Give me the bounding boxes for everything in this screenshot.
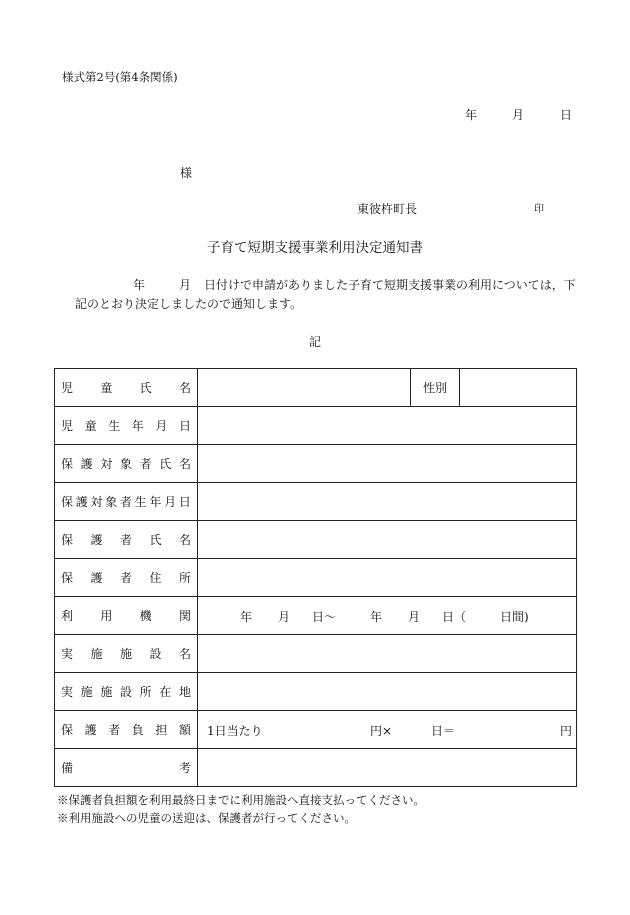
gender-value <box>460 369 577 407</box>
ki-heading: 記 <box>308 335 321 349</box>
remarks-value <box>198 749 577 787</box>
recipient-suffix: 様 <box>180 166 193 180</box>
guardian-name-value <box>198 521 577 559</box>
document-title: 子育て短期支援事業利用決定通知書 <box>207 240 423 256</box>
label-gender: 性別 <box>411 369 460 407</box>
label-protected-birth: 保 護 対 象 者 生 年 月 日 <box>55 483 198 521</box>
period-m2: 月 <box>408 610 421 624</box>
child-birth-value <box>198 407 577 445</box>
table-row <box>55 749 577 787</box>
period-y2: 年 <box>370 610 383 624</box>
period-y1: 年 <box>240 610 253 624</box>
guardian-address-value <box>198 559 577 597</box>
form-number: 様式第2号(第4条関係) <box>62 70 178 84</box>
table-row <box>55 445 577 483</box>
label-guardian-address: 保 護 者 住 所 <box>55 559 198 597</box>
table-row <box>55 369 577 407</box>
protected-name-value <box>198 445 577 483</box>
child-name-value <box>198 369 411 407</box>
table-row <box>55 559 577 597</box>
body-month: 月 <box>179 278 192 292</box>
facility-address-value <box>198 673 577 711</box>
table-row <box>55 597 577 635</box>
table-row <box>55 521 577 559</box>
label-remarks: 備 考 <box>55 749 198 787</box>
body-year: 年 <box>133 278 146 292</box>
fee-per-day: 1日当たり <box>207 724 263 738</box>
fee-value <box>198 711 577 749</box>
facility-name-value <box>198 635 577 673</box>
period-value <box>198 597 577 635</box>
seal-mark: 印 <box>534 204 544 215</box>
label-period: 利 用 機 関 <box>55 597 198 635</box>
period-d2: 日（ <box>442 610 467 624</box>
label-protected-name: 保 護 対 象 者 氏 名 <box>55 445 198 483</box>
note-payment: ※保護者負担額を利用最終日までに利用施設へ直接支払ってください。 <box>57 793 425 807</box>
notice-table <box>54 368 577 787</box>
note-transport: ※利用施設への児童の送迎は、保護者が行ってください。 <box>57 811 356 825</box>
table-row <box>55 711 577 749</box>
date-day: 日 <box>560 108 573 122</box>
fee-yen: 円 <box>560 724 573 738</box>
label-child-name: 児 童 氏 名 <box>55 369 198 407</box>
date-year: 年 <box>465 108 478 122</box>
table-row <box>55 483 577 521</box>
body-line-2: 記のとおり決定しましたので通知します。 <box>75 297 303 311</box>
table-row <box>55 635 577 673</box>
date-month: 月 <box>512 108 525 122</box>
label-facility-address: 実 施 施 設 所 在 地 <box>55 673 198 711</box>
issuer: 東彼杵町長 <box>357 202 418 216</box>
period-m1: 月 <box>278 610 291 624</box>
table-row <box>55 407 577 445</box>
fee-day-eq: 日＝ <box>431 724 456 738</box>
label-guardian-name: 保 護 者 氏 名 <box>55 521 198 559</box>
fee-yen-x: 円× <box>370 724 393 738</box>
label-fee: 保 護 者 負 担 額 <box>55 711 198 749</box>
label-child-birth: 児 童 生 年 月 日 <box>55 407 198 445</box>
table-row <box>55 673 577 711</box>
period-days: 日間) <box>500 610 529 624</box>
protected-birth-value <box>198 483 577 521</box>
period-d1: 日～ <box>312 610 337 624</box>
label-facility-name: 実 施 施 設 名 <box>55 635 198 673</box>
body-text-1: 日付けで申請がありました子育て短期支援事業の利用については，下 <box>204 278 576 292</box>
